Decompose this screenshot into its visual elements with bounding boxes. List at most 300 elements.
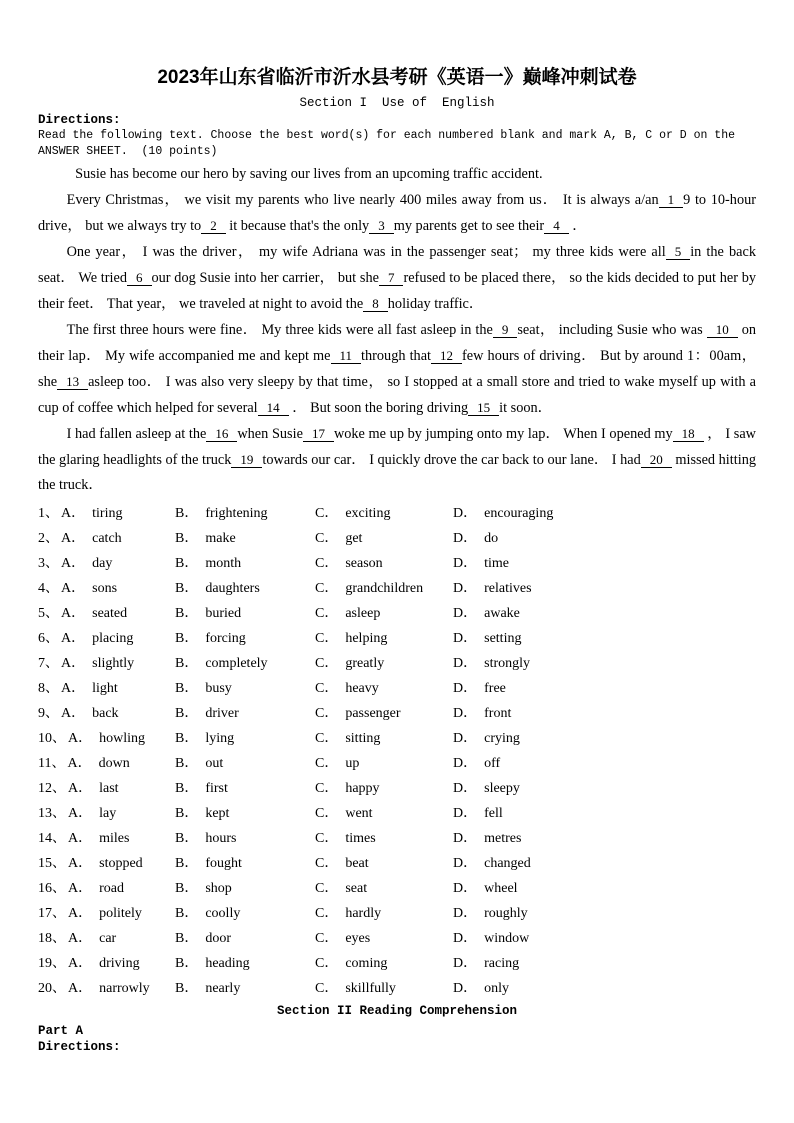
option-letter: A． (68, 855, 93, 871)
option-c (315, 802, 453, 822)
option-a (38, 977, 175, 997)
option-a (38, 702, 175, 722)
option-word: tiring (92, 505, 123, 521)
option-word: last (99, 780, 119, 796)
option-b (175, 502, 315, 522)
cloze-blank-12: 12 (431, 348, 462, 364)
option-word: placing (92, 630, 134, 646)
option-d (453, 602, 756, 622)
option-d (453, 702, 756, 722)
option-letter: C． (315, 705, 339, 721)
cloze-blank-1: 1 (659, 192, 684, 208)
option-c (315, 977, 453, 997)
option-letter: B． (175, 705, 199, 721)
option-letter: B． (175, 580, 199, 596)
option-letter: C． (315, 955, 339, 971)
option-letter: A． (61, 530, 86, 546)
option-word: frightening (205, 505, 268, 521)
option-letter: D． (453, 605, 478, 621)
option-word: coolly (205, 905, 241, 921)
option-letter: D． (453, 805, 478, 821)
question-row (38, 549, 756, 574)
directions-label: Directions: (38, 113, 121, 127)
section2-heading: Section II Reading Comprehension (276, 1004, 518, 1018)
cloze-blank-20: 20 (641, 452, 672, 468)
option-b (175, 702, 315, 722)
option-d (453, 777, 756, 797)
question-number: 18、 (38, 930, 66, 946)
option-letter: A． (61, 580, 86, 596)
option-c (315, 727, 453, 747)
option-b (175, 727, 315, 747)
cloze-blank-19: 19 (231, 452, 262, 468)
option-a (38, 827, 175, 847)
option-word: out (205, 755, 224, 771)
option-letter: C． (315, 580, 339, 596)
option-a (38, 602, 175, 622)
question-row (38, 899, 756, 924)
cloze-blank-18: 18 (673, 426, 704, 442)
option-letter: D． (453, 580, 478, 596)
option-word: daughters (205, 580, 260, 596)
cloze-blank-5: 5 (666, 244, 691, 260)
option-word: day (92, 555, 113, 571)
option-letter: D． (453, 655, 478, 671)
cloze-blank-10: 10 (707, 322, 738, 338)
option-word: beat (345, 855, 369, 871)
option-word: howling (99, 730, 146, 746)
option-letter: A． (61, 605, 86, 621)
option-letter: A． (61, 555, 86, 571)
option-letter: A． (68, 955, 93, 971)
option-word: catch (92, 530, 122, 546)
question-number: 15、 (38, 855, 66, 871)
question-number: 6、 (38, 630, 59, 646)
option-letter: B． (175, 630, 199, 646)
option-word: road (99, 880, 125, 896)
cloze-blank-14: 14 (258, 400, 289, 416)
question-row (38, 799, 756, 824)
question-row (38, 699, 756, 724)
option-letter: A． (68, 905, 93, 921)
question-row (38, 724, 756, 749)
option-d (453, 627, 756, 647)
passage-paragraph: Susie has become our hero by saving our lives from an upcoming traffic accident. (75, 166, 543, 182)
option-word: kept (205, 805, 230, 821)
option-c (315, 552, 453, 572)
option-c (315, 827, 453, 847)
option-letter: D． (453, 530, 478, 546)
question-number: 11、 (38, 755, 66, 771)
option-word: do (484, 530, 499, 546)
option-a (38, 752, 175, 772)
option-word: grandchildren (345, 580, 424, 596)
option-letter: B． (175, 505, 199, 521)
option-a (38, 552, 175, 572)
option-letter: C． (315, 605, 339, 621)
option-c (315, 527, 453, 547)
option-word: awake (484, 605, 520, 621)
option-d (453, 952, 756, 972)
option-letter: A． (61, 630, 86, 646)
option-letter: D． (453, 980, 478, 996)
option-letter: C． (315, 630, 339, 646)
option-word: car (99, 930, 117, 946)
option-d (453, 727, 756, 747)
option-word: door (205, 930, 232, 946)
option-letter: C． (315, 930, 339, 946)
option-letter: B． (175, 655, 199, 671)
option-letter: A． (67, 755, 92, 771)
option-d (453, 502, 756, 522)
option-b (175, 577, 315, 597)
option-a (38, 952, 175, 972)
question-number: 7、 (38, 655, 59, 671)
option-word: season (345, 555, 383, 571)
directions-line: Read the following text. Choose the best word(s) for each numbered blank and mark A, B, C or D on the (38, 129, 736, 142)
option-letter: D． (453, 880, 478, 896)
option-word: nearly (205, 980, 241, 996)
option-a (38, 577, 175, 597)
option-a (38, 902, 175, 922)
option-a (38, 777, 175, 797)
option-c (315, 952, 453, 972)
option-word: went (345, 805, 373, 821)
option-letter: A． (68, 980, 93, 996)
option-word: metres (484, 830, 522, 846)
option-d (453, 827, 756, 847)
option-word: lay (99, 805, 117, 821)
option-c (315, 702, 453, 722)
option-word: coming (345, 955, 388, 971)
option-d (453, 852, 756, 872)
option-letter: A． (61, 505, 86, 521)
option-b (175, 952, 315, 972)
option-word: miles (99, 830, 130, 846)
option-word: narrowly (99, 980, 150, 996)
option-d (453, 677, 756, 697)
part-a-label: Part A (38, 1024, 84, 1038)
option-letter: A． (68, 780, 93, 796)
option-b (175, 977, 315, 997)
option-word: seat (345, 880, 368, 896)
option-word: strongly (484, 655, 531, 671)
option-word: driving (99, 955, 140, 971)
option-letter: D． (453, 855, 478, 871)
option-word: hardly (345, 905, 382, 921)
option-letter: B． (175, 780, 199, 796)
cloze-blank-16: 16 (206, 426, 237, 442)
option-word: busy (205, 680, 232, 696)
option-d (453, 802, 756, 822)
option-b (175, 777, 315, 797)
question-row (38, 849, 756, 874)
option-letter: A． (68, 930, 93, 946)
option-word: setting (484, 630, 522, 646)
question-number: 2、 (38, 530, 59, 546)
option-word: month (205, 555, 242, 571)
option-word: front (484, 705, 512, 721)
option-letter: D． (453, 780, 478, 796)
option-b (175, 877, 315, 897)
option-d (453, 552, 756, 572)
option-letter: A． (68, 805, 93, 821)
option-a (38, 927, 175, 947)
question-row (38, 624, 756, 649)
question-row (38, 524, 756, 549)
question-row (38, 674, 756, 699)
option-d (453, 977, 756, 997)
option-b (175, 677, 315, 697)
option-letter: A． (68, 880, 93, 896)
cloze-blank-4: 4 (544, 218, 569, 234)
option-word: sons (92, 580, 118, 596)
option-letter: C． (315, 505, 339, 521)
option-letter: B． (175, 905, 199, 921)
option-c (315, 777, 453, 797)
option-a (38, 727, 175, 747)
option-letter: C． (315, 830, 339, 846)
option-c (315, 677, 453, 697)
option-letter: C． (315, 905, 339, 921)
option-d (453, 902, 756, 922)
option-b (175, 602, 315, 622)
directions-text (38, 128, 756, 159)
option-b (175, 927, 315, 947)
option-c (315, 877, 453, 897)
cloze-blank-11: 11 (331, 348, 362, 364)
option-word: passenger (345, 705, 401, 721)
cloze-blank-2: 2 (201, 218, 226, 234)
option-letter: C． (315, 655, 339, 671)
option-letter: B． (175, 680, 199, 696)
question-number: 9、 (38, 705, 59, 721)
option-word: exciting (345, 505, 391, 521)
option-word: relatives (484, 580, 532, 596)
cloze-blank-17: 17 (303, 426, 334, 442)
cloze-blank-9: 9 (493, 322, 518, 338)
passage-paragraph: One year， I was the driver， my wife Adriana was in the passenger seat； my three kids were all 5 in the back seat． We tried 6 our dog Susie into her carrier， but she 7 refused to be placed there， so the kids decided to put her by their feet． That year， we traveled at night to avoid the 8 holiday traffic． (38, 244, 756, 312)
option-word: only (484, 980, 510, 996)
directions-label-2: Directions: (38, 1040, 121, 1054)
option-letter: A． (61, 655, 86, 671)
option-b (175, 527, 315, 547)
option-letter: C． (315, 805, 339, 821)
option-b (175, 627, 315, 647)
section1-heading: Section I Use of English (299, 96, 495, 110)
option-letter: D． (453, 830, 478, 846)
option-letter: C． (315, 780, 339, 796)
option-letter: D． (453, 505, 478, 521)
option-word: light (92, 680, 118, 696)
option-c (315, 602, 453, 622)
question-row (38, 649, 756, 674)
option-word: happy (345, 780, 380, 796)
directions-line: ANSWER SHEET. (10 points) (38, 144, 218, 158)
option-letter: C． (315, 880, 339, 896)
option-a (38, 802, 175, 822)
question-number: 8、 (38, 680, 59, 696)
option-letter: D． (453, 930, 478, 946)
option-word: encouraging (484, 505, 554, 521)
question-row (38, 599, 756, 624)
option-letter: A． (68, 830, 93, 846)
option-word: roughly (484, 905, 528, 921)
option-word: sitting (345, 730, 381, 746)
option-a (38, 677, 175, 697)
option-word: sleepy (484, 780, 520, 796)
cloze-passage (38, 162, 756, 498)
option-a (38, 877, 175, 897)
option-word: slightly (92, 655, 135, 671)
option-letter: C． (315, 680, 339, 696)
question-row (38, 824, 756, 849)
option-letter: B． (175, 730, 199, 746)
option-letter: B． (175, 755, 199, 771)
question-number: 20、 (38, 980, 66, 996)
option-letter: D． (453, 630, 478, 646)
option-letter: D． (453, 755, 478, 771)
option-letter: D． (453, 730, 478, 746)
cloze-blank-15: 15 (468, 400, 499, 416)
question-number: 10、 (38, 730, 66, 746)
option-word: back (92, 705, 119, 721)
option-letter: A． (61, 705, 86, 721)
option-letter: B． (175, 980, 199, 996)
cloze-blank-3: 3 (369, 218, 394, 234)
option-letter: D． (453, 955, 478, 971)
question-row (38, 774, 756, 799)
option-letter: D． (453, 680, 478, 696)
option-d (453, 652, 756, 672)
option-word: off (484, 755, 501, 771)
option-word: hours (205, 830, 237, 846)
option-a (38, 627, 175, 647)
page-title: 2023年山东省临沂市沂水县考研《英语一》巅峰冲刺试卷 (157, 67, 637, 88)
option-word: stopped (99, 855, 143, 871)
option-word: up (345, 755, 360, 771)
option-word: fought (205, 855, 242, 871)
passage-paragraph: I had fallen asleep at the 16 when Susie 17 woke me up by jumping onto my lap． When I opened my 18 ， I saw the glaring headlights of the truck 19 towards our car． I quickly drove the car back to our lane． I had 20 missed hitting the truck． (38, 426, 756, 493)
option-word: crying (484, 730, 520, 746)
option-word: asleep (345, 605, 381, 621)
option-d (453, 577, 756, 597)
option-word: buried (205, 605, 242, 621)
option-c (315, 627, 453, 647)
option-letter: C． (315, 530, 339, 546)
option-letter: C． (315, 855, 339, 871)
option-word: seated (92, 605, 128, 621)
option-letter: B． (175, 880, 199, 896)
question-list (38, 499, 756, 999)
option-d (453, 877, 756, 897)
question-number: 17、 (38, 905, 66, 921)
option-c (315, 927, 453, 947)
option-word: skillfully (345, 980, 396, 996)
option-word: times (345, 830, 376, 846)
option-word: first (205, 780, 228, 796)
option-word: lying (205, 730, 235, 746)
option-letter: D． (453, 555, 478, 571)
option-c (315, 852, 453, 872)
cloze-blank-8: 8 (363, 296, 388, 312)
option-letter: B． (175, 955, 199, 971)
cloze-blank-7: 7 (379, 270, 404, 286)
option-word: forcing (205, 630, 246, 646)
question-number: 1、 (38, 505, 59, 521)
option-a (38, 527, 175, 547)
option-letter: B． (175, 805, 199, 821)
option-word: politely (99, 905, 142, 921)
question-number: 5、 (38, 605, 59, 621)
question-row (38, 924, 756, 949)
option-c (315, 577, 453, 597)
option-d (453, 527, 756, 547)
question-number: 12、 (38, 780, 66, 796)
option-word: eyes (345, 930, 371, 946)
option-b (175, 752, 315, 772)
option-word: fell (484, 805, 503, 821)
option-word: free (484, 680, 506, 696)
question-number: 3、 (38, 555, 59, 571)
option-word: helping (345, 630, 388, 646)
option-word: window (484, 930, 530, 946)
option-a (38, 852, 175, 872)
option-letter: B． (175, 530, 199, 546)
option-letter: D． (453, 905, 478, 921)
option-word: greatly (345, 655, 385, 671)
option-c (315, 652, 453, 672)
option-b (175, 552, 315, 572)
question-number: 13、 (38, 805, 66, 821)
option-letter: B． (175, 555, 199, 571)
option-letter: B． (175, 605, 199, 621)
option-c (315, 752, 453, 772)
option-letter: B． (175, 830, 199, 846)
option-c (315, 502, 453, 522)
option-b (175, 802, 315, 822)
option-b (175, 652, 315, 672)
question-number: 4、 (38, 580, 59, 596)
question-row (38, 574, 756, 599)
option-letter: A． (68, 730, 93, 746)
option-word: heading (205, 955, 250, 971)
option-word: time (484, 555, 510, 571)
option-b (175, 902, 315, 922)
question-row (38, 749, 756, 774)
option-letter: C． (315, 730, 339, 746)
passage-paragraph: The first three hours were fine． My three kids were all fast asleep in the 9 seat， including Susie who was 10 on their lap． My wife accompanied me and kept me 11 through that 12 few hours of driving． But by around 1：00am， she 13 asleep too． I was also very sleepy by that time， so I stopped at a small store and tried to wake myself up with a cup of coffee which helped for several 14 ． But soon the boring driving 15 it soon． (38, 322, 756, 416)
option-b (175, 827, 315, 847)
option-letter: A． (61, 680, 86, 696)
option-letter: B． (175, 930, 199, 946)
option-word: heavy (345, 680, 379, 696)
option-letter: C． (315, 980, 339, 996)
option-word: down (98, 755, 130, 771)
question-number: 14、 (38, 830, 66, 846)
option-d (453, 752, 756, 772)
option-letter: B． (175, 855, 199, 871)
option-word: racing (484, 955, 520, 971)
option-word: make (205, 530, 236, 546)
option-word: shop (205, 880, 232, 896)
passage-paragraph: Every Christmas， we visit my parents who live nearly 400 miles away from us． It is always a/an 1 9 to 10-hour drive， but we always try to 2 it because that's the only 3 my parents get to see their 4 ． (38, 192, 757, 234)
question-number: 19、 (38, 955, 66, 971)
option-letter: D． (453, 705, 478, 721)
option-a (38, 652, 175, 672)
option-word: completely (205, 655, 268, 671)
option-a (38, 502, 175, 522)
